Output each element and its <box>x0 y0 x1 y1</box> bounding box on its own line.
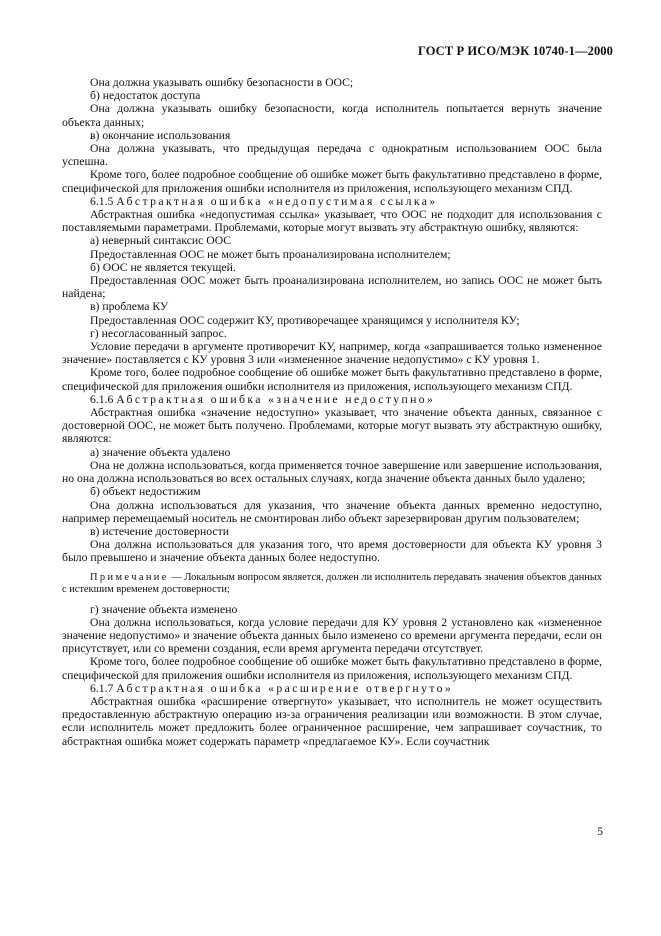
paragraph: Она должна использоваться для указания того, что время достоверности для объекта КУ уровня 3 было превышено и значение объекта данных более недоступно. <box>62 538 602 565</box>
paragraph: Она должна указывать, что предыдущая передача с однократным использованием ООС была успешна. <box>62 142 602 169</box>
list-item: в) истечение достоверности <box>90 524 229 538</box>
paragraph: Абстрактная ошибка «недопустимая ссылка» указывает, что ООС не подходит для использования с поставляемыми параметрами. Проблемами, которые могут вызвать эту абстрактную ошибку, являются: <box>62 208 602 235</box>
section-number: 6.1.5 <box>90 194 114 208</box>
list-item: в) окончание использования <box>90 128 231 142</box>
section-title: Абстрактная ошибка «значение недоступно» <box>116 392 436 406</box>
list-item: в) проблема КУ <box>90 300 169 314</box>
paragraph: Кроме того, более подробное сообщение об ошибке может быть факультативно представлено в форме, специфической для приложения ошибки исполнителя из приложения, использующего механизм СПД. <box>62 655 602 682</box>
list-item: б) недостаток доступа <box>90 89 201 103</box>
list-item: б) объект недостижим <box>90 485 201 499</box>
section-title: Абстрактная ошибка «расширение отвергнуто» <box>116 681 454 695</box>
paragraph: Кроме того, более подробное сообщение об ошибке может быть факультативно представлено в форме, специфической для приложения ошибки исполнителя из приложения, использующего механизм СПД. <box>62 168 602 195</box>
list-item: г) значение объекта изменено <box>90 602 238 616</box>
list-item: а) неверный синтаксис ООС <box>90 234 232 248</box>
document-header: ГОСТ Р ИСО/МЭК 10740-1—2000 <box>417 44 613 58</box>
section-heading-6-1-6 <box>62 393 602 406</box>
paragraph: Предоставленная ООС может быть проанализирована исполнителем, но запись ООС не может быть найдена; <box>62 274 602 301</box>
list-item: а) значение объекта удалено <box>90 445 231 459</box>
paragraph: Предоставленная ООС содержит КУ, противоречащее хранящимся у исполнителя КУ; <box>90 313 520 327</box>
note-text: — Локальным вопросом является, должен ли исполнитель передавать значения объектов данных с истекшим временем достоверности; <box>62 571 602 595</box>
paragraph: Кроме того, более подробное сообщение об ошибке может быть факультативно представлено в форме, специфической для приложения ошибки исполнителя из приложения, использующего механизм СПД. <box>62 366 602 393</box>
note <box>62 572 602 596</box>
paragraph: Предоставленная ООС не может быть проанализирована исполнителем; <box>90 247 451 261</box>
section-heading-6-1-5 <box>62 195 602 208</box>
paragraph: Абстрактная ошибка «расширение отвергнуто» указывает, что исполнитель не может осуществить предоставленную абстрактную операцию из-за ограничения реализации или возможности. В этом случае, если исполнитель может предложить более ограниченное расширение, чем запрашивает соучастник, то абстрактная ошибка может содержать параметр «предлагаемое КУ». Если соучастник <box>62 694 602 748</box>
section-number: 6.1.7 <box>90 681 114 695</box>
section-heading-6-1-7 <box>62 682 602 695</box>
note-label: Примечание <box>90 571 169 583</box>
paragraph: Она не должна использоваться, когда применяется точное завершение или завершение использования, но она должна использоваться во всех остальных случаях, когда значение объекта данных было удалено; <box>62 458 602 486</box>
paragraph: Условие передачи в аргументе противоречит КУ, например, когда «запрашивается только измененное значение» поставляется с КУ уровня 3 или «измененное значение недопустимо» с КУ уровня 1. <box>62 340 602 367</box>
paragraph: Она должна использоваться, когда условие передачи для КУ уровня 2 установлено как «измененное значение недопустимо» и значение объекта данных было изменено со времени аргумента передачи, если он присутствует, или со времени создания, если время аргумента передачи отсутствует. <box>62 615 602 656</box>
section-number: 6.1.6 <box>90 392 114 406</box>
document-body <box>62 76 602 748</box>
paragraph: Она должна указывать ошибку безопасности в ООС; <box>90 76 354 89</box>
paragraph: Абстрактная ошибка «значение недоступно» указывает, что значение объекта данных, связанное с достоверной ООС, не может быть получено. Проблемами, которые могут вызвать эту абстрактную ошибку, являются: <box>62 406 602 446</box>
paragraph: Она должна указывать ошибку безопасности, когда исполнитель попытается вернуть значение объекта данных; <box>62 102 602 129</box>
list-item: г) несогласованный запрос. <box>90 326 227 340</box>
list-item: б) ООС не является текущей. <box>90 260 236 274</box>
page-number: 5 <box>597 826 603 838</box>
paragraph: Она должна использоваться для указания, что значение объекта данных временно недоступно, например перемещаемый носитель не смонтирован либо объект зарезервирован другим пользователем; <box>62 498 602 525</box>
section-title: Абстрактная ошибка «недопустимая ссылка» <box>116 194 438 208</box>
